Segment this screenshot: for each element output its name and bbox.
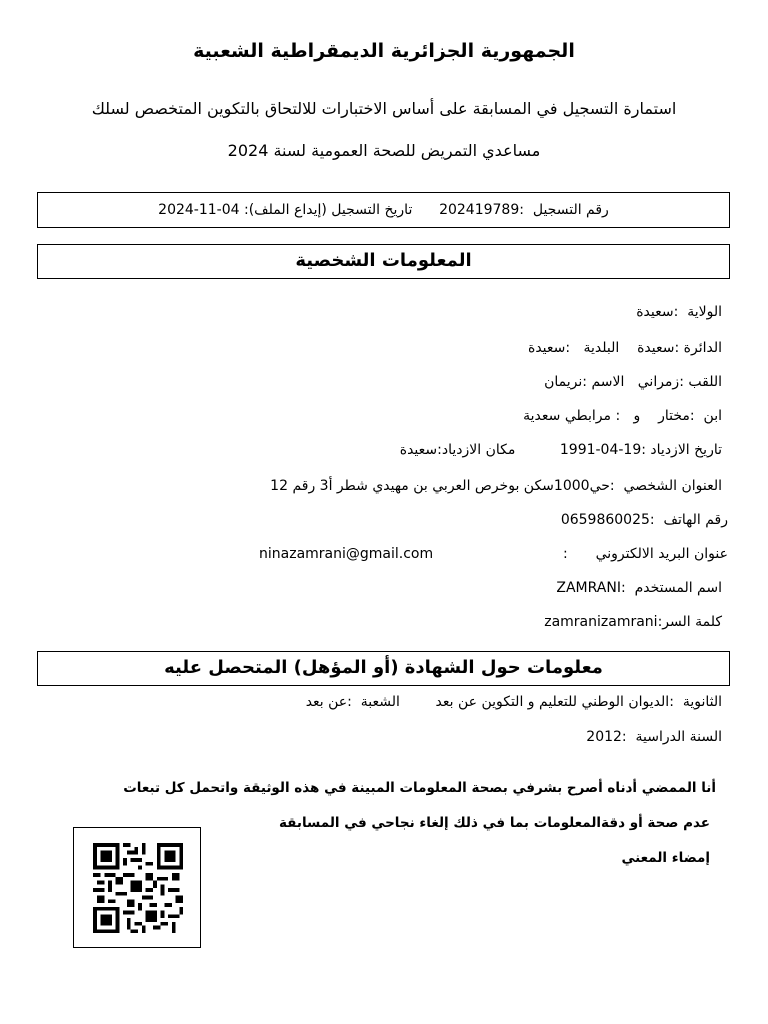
password-row: كلمة السر:zamranizamrani (544, 614, 722, 630)
registration-box: رقم التسجيل :202419789 تاريخ التسجيل (إيداع الملف): 2024-11-04 (37, 192, 730, 228)
name-value: نريمان (544, 374, 583, 390)
commune-value: سعيدة (528, 340, 566, 356)
password-value: zamranizamrani (544, 614, 658, 630)
username-label: اسم المستخدم (634, 580, 722, 596)
username-row: اسم المستخدم :ZAMRANI (556, 580, 722, 596)
registration-number-value: 202419789 (439, 202, 520, 218)
registration-date-label: تاريخ التسجيل (إيداع الملف) (248, 202, 413, 218)
birth-date-label: تاريخ الازدياد (650, 442, 722, 458)
surname-label: اللقب (688, 374, 722, 390)
signature-label: إمضاء المعني (621, 850, 710, 866)
registration-date-value: 2024-11-04 (158, 202, 240, 218)
year-value: 2012 (586, 729, 622, 745)
email-label: عنوان البريد الالكتروني (595, 546, 728, 562)
school-value: الديوان الوطني للتعليم و التكوين عن بعد (435, 694, 670, 710)
email-row (596, 546, 728, 562)
address-label: العنوان الشخصي (623, 478, 722, 494)
personal-info-heading: المعلومات الشخصية (37, 244, 730, 279)
phone-row: رقم الهاتف :0659860025 (560, 512, 728, 528)
year-row: السنة الدراسية :2012 (586, 729, 722, 745)
mother-value: مرابطي سعدية (523, 408, 612, 424)
name-label: الاسم (591, 374, 625, 390)
email-value: ninazamrani@gmail.com (259, 546, 434, 562)
email-colon: : (563, 546, 568, 562)
form-subtitle-line2: مساعدي التمريض للصحة العمومية لسنة 2024 (227, 141, 541, 160)
wilaya-value: سعيدة (636, 304, 674, 320)
branch-value: عن بعد (305, 694, 348, 710)
declaration-line-2: عدم صحة أو دقةالمعلومات بما في ذلك إلغاء نجاحي في المسابقة (278, 815, 710, 831)
address-row: العنوان الشخصي :حي1000سكن بوخرص العربي بن مهيدي شطر أ3 رقم 12 (270, 478, 722, 494)
form-subtitle-line1: استمارة التسجيل في المسابقة على أساس الاختبارات للالتحاق بالتكوين المتخصص لسلك (91, 99, 677, 118)
wilaya-row: الولاية :سعيدة (636, 304, 722, 320)
birth-date-value: 1991-04-19 (559, 442, 642, 458)
daira-label: الدائرة (683, 340, 722, 356)
year-label: السنة الدراسية (635, 729, 722, 745)
document-title: الجمهورية الجزائرية الديمقراطية الشعبية (193, 40, 575, 62)
daira-value: سعيدة (637, 340, 675, 356)
school-row: الثانوية :الديوان الوطني للتعليم و التكوين عن بعد الشعبة :عن بعد (305, 694, 722, 710)
password-label: كلمة السر (662, 614, 722, 630)
registration-number-label: رقم التسجيل (532, 202, 609, 218)
certificate-info-heading: معلومات حول الشهادة (أو المؤهل) المتحصل عليه (37, 651, 730, 686)
birth-row: تاريخ الازدياد :1991-04-19 مكان الازدياد:سعيدة (399, 442, 722, 458)
son-of-label: ابن (703, 408, 722, 424)
qr-code-icon (90, 843, 186, 933)
birth-place-label: مكان الازدياد (441, 442, 516, 458)
address-value: حي1000سكن بوخرص العربي بن مهيدي شطر أ3 رقم 12 (270, 478, 610, 494)
username-value: ZAMRANI (556, 580, 621, 596)
phone-label: رقم الهاتف (663, 512, 728, 528)
phone-value: 0659860025 (560, 512, 650, 528)
and-label: و (633, 408, 641, 424)
daira-row: الدائرة :سعيدة البلدية :سعيدة (528, 340, 722, 356)
branch-label: الشعبة (360, 694, 400, 710)
school-label: الثانوية (682, 694, 722, 710)
commune-label: البلدية (583, 340, 620, 356)
wilaya-label: الولاية (687, 304, 722, 320)
parents-row: ابن :مختار و : مرابطي سعدية (523, 408, 722, 424)
declaration-line-1: أنا الممضي أدناه أصرح بشرفي بصحة المعلومات المبينة في هذه الوثيقة واتحمل كل تبعات (123, 780, 716, 796)
surname-value: زمراني (637, 374, 680, 390)
father-value: مختار (658, 408, 690, 424)
name-row: اللقب :زمراني الاسم :نريمان (544, 374, 722, 390)
birth-place-value: سعيدة (399, 442, 438, 458)
